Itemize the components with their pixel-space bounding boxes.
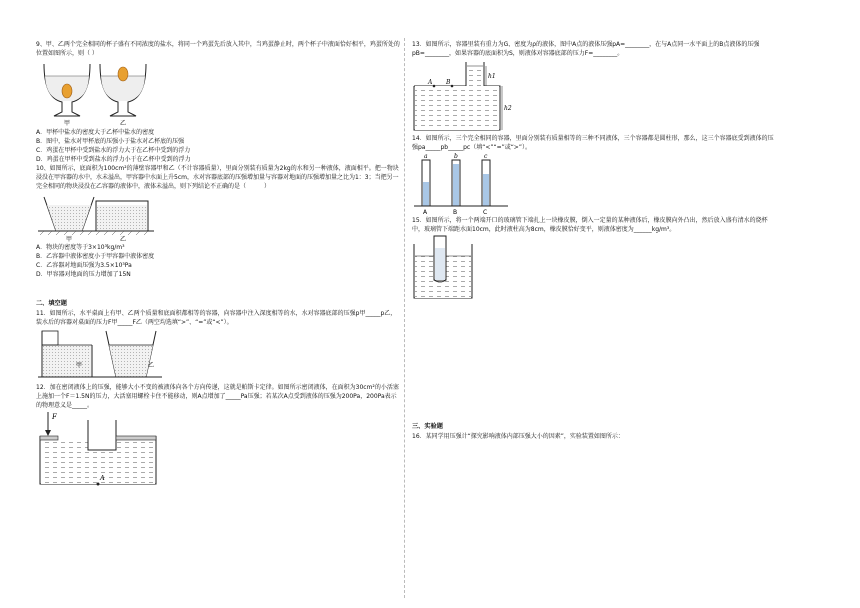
q11-label-b: 乙 bbox=[148, 362, 155, 369]
q14-label-a-top: a bbox=[424, 153, 428, 160]
q15-figure bbox=[412, 234, 482, 302]
q15-stem: 15．如图所示，将一个两端开口的玻璃管下端扎上一块橡皮膜，倒入一定量的某种液体后，橡皮膜向外凸出，然后放入盛有清水的烧杯中，玻璃管下端距水面10cm，此时液柱高为8cm，橡皮膜恰好变平，则液体密度为______kg/m³。 bbox=[412, 217, 768, 233]
q14-stem: 14．如图所示，三个完全相同的容器，里面分别装有质量相等的三种不同液体，三个容器都是圆柱形，那么，这三个容器底受到液体的压强pa_____pb_____pc（填“<”“=”或“>”）。 bbox=[412, 135, 774, 151]
q14-figure bbox=[412, 152, 512, 216]
q16-stem: 16．某同学用压强计“探究影响液体内部压强大小的因素”，实验装置如图所示： bbox=[412, 433, 624, 440]
q9-option-a: A．甲杯中盐水的密度大于乙杯中盐水的密度 bbox=[36, 129, 155, 136]
q10-option-a: A．物块的密度等于3×10³kg/m³ bbox=[36, 244, 125, 251]
q10-label-b: 乙 bbox=[120, 236, 127, 243]
q12-label-f: F bbox=[52, 413, 57, 421]
q13-label-b: B bbox=[446, 79, 451, 86]
q13-figure bbox=[412, 58, 532, 134]
q12-figure bbox=[36, 410, 166, 488]
q9-label-a: 甲 bbox=[64, 120, 71, 127]
q9-option-d: D．鸡蛋在甲杯中受到盐水的浮力小于在乙杯中受到的浮力 bbox=[36, 156, 191, 163]
q14-label-c-top: c bbox=[484, 153, 488, 160]
q14-label-a-bottom: A bbox=[423, 209, 428, 216]
q9-cup-a bbox=[44, 64, 90, 116]
q14-label-b-top: b bbox=[454, 153, 458, 160]
section-3-heading: 三、实验题 bbox=[412, 423, 443, 430]
q11-label-a: 甲 bbox=[76, 362, 83, 369]
q9-cup-b bbox=[100, 64, 146, 116]
right-column bbox=[412, 40, 778, 441]
q13-label-a: A bbox=[428, 79, 433, 86]
q10-figure bbox=[36, 191, 156, 243]
q9-stem: 9、甲、乙两个完全相同的杯子盛有不同浓度的盐水，将同一个鸡蛋先后放入其中，当鸡蛋静止时，两个杯子中液面恰好相平，鸡蛋所处的位置如图所示，则（ ） bbox=[36, 41, 400, 57]
section-2-heading: 二、填空题 bbox=[36, 300, 67, 307]
q9-option-c: C．鸡蛋在甲杯中受到盐水的浮力大于在乙杯中受到的浮力 bbox=[36, 147, 191, 154]
q14-label-b-bottom: B bbox=[453, 209, 458, 216]
q10-option-c: C．乙容器对地面压强为3.5×10³Pa bbox=[36, 262, 132, 269]
left-column bbox=[36, 40, 402, 488]
q10-option-d: D．甲容器对地面的压力增加了15N bbox=[36, 271, 131, 278]
q10-option-b: B．乙容器中液体密度小于甲容器中液体密度 bbox=[36, 253, 155, 260]
q12-stem: 12．加在密闭液体上的压强，能够大小不变的被液体向各个方向传递，这就是帕斯卡定律。如图所示密闭液体，在面积为30cm²的小活塞上施加一个F＝1.5N的压力，大活塞用螺栓卡住不能移动，则A点增加了_____Pa压强；若某次A点受到液体的压强为200Pa，200Pa表示的物理意义是_____。 bbox=[36, 384, 399, 409]
column-divider bbox=[404, 38, 405, 598]
q9-option-b: B．图中，盐水对甲杯底的压强小于盐水对乙杯底的压强 bbox=[36, 138, 185, 145]
q14-label-c-bottom: C bbox=[483, 209, 488, 216]
q10-stem: 10、如图所示，底面积为100cm²的薄壁容器甲和乙（不计容器质量），里面分别装有质量为2kg的水和另一种液体，液面相平。把一物块浸没在甲容器的水中，水未溢出，甲容器中水面上升5cm，水对容器底部的压强增加量与容器对地面的压强增加量之比为1：3；当把另一完全相同的物块浸没在乙容器的液体中，液体未溢出，则下列结论不正确的是（ ） bbox=[36, 165, 399, 190]
q9-figure bbox=[36, 58, 156, 128]
q13-label-h1: h1 bbox=[488, 73, 496, 80]
q11-stem: 11．如图所示，水平桌面上有甲、乙两个质量和底面积都相等的容器，向容器中注入深度相等的水，水对容器底部的压强p甲_____p乙，装水后的容器对桌面的压力F甲_____F乙（两空均选填“>”、“=”或“<”）。 bbox=[36, 310, 397, 326]
q11-figure bbox=[36, 327, 166, 383]
q9-label-b: 乙 bbox=[120, 120, 127, 127]
q13-label-h2: h2 bbox=[504, 105, 512, 112]
q13-stem: 13．如图所示，容器里装有重力为G、密度为ρ的液体，图中A点的液体压强pA=________，在与A点同一水平面上的B点液体的压强pB=________，如果容器的底面积为S，则液体对容器底部的压力F=________。 bbox=[412, 41, 760, 57]
q10-label-a: 甲 bbox=[66, 236, 73, 243]
q12-label-a: A bbox=[100, 474, 105, 482]
